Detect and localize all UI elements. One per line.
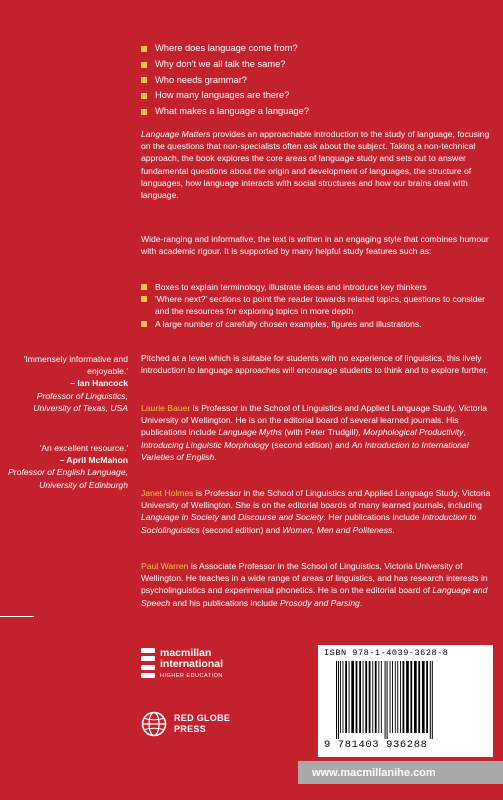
barcode-number: 9 781403 936288 bbox=[324, 739, 428, 751]
question-item: Where does language come from? bbox=[141, 41, 481, 57]
quote-text: 'Immensely informative and enjoyable.' bbox=[23, 354, 128, 377]
imprint-line1: RED GLOBE bbox=[174, 713, 231, 723]
author-name: Paul Warren bbox=[141, 561, 189, 571]
bullet-icon bbox=[141, 109, 147, 115]
bio-holmes: Janet Holmes is Professor in the School of Linguistics and Applied Language Study, Victoria University of Wellington. She is on the editorial boards of many learned journals, including Language in Society and Discourse and Society. Her publications include Introduction to Sociolinguistics (second edition) and Women, Men and Politeness. bbox=[141, 488, 491, 535]
question-item: Why don't we all talk the same? bbox=[141, 57, 481, 73]
question-item: Who needs grammar? bbox=[141, 73, 481, 89]
bullet-icon bbox=[141, 62, 147, 68]
feature-item: 'Where next?' sections to point the reader towards related topics, questions to consider and the resources for exploring topics in more depth bbox=[141, 293, 495, 317]
author-name: Laurie Bauer bbox=[141, 403, 191, 413]
quote-author: – April McMahon bbox=[59, 455, 128, 466]
bullet-icon bbox=[141, 93, 147, 99]
book-title: Language Matters bbox=[141, 129, 211, 139]
publisher-line2: international bbox=[160, 658, 224, 670]
question-item: How many languages are there? bbox=[141, 88, 481, 104]
isbn-text: ISBN 978-1-4039-3628-8 bbox=[324, 648, 449, 658]
bio-bauer: Laurie Bauer is Professor in the School of Linguistics and Applied Language Study, Victoria University of Wellington. He is on the editorial board of several learned journals. His publications include Language Myths (with Peter Trudgill), Morphological Productivity, Introducing Linguistic Morphology (second edition) and An Introduction to International Varieties of English. bbox=[141, 403, 488, 462]
imprint-logo bbox=[141, 711, 230, 737]
quote-mcmahon bbox=[0, 442, 128, 491]
feature-item: A large number of carefully chosen examples, figures and illustrations. bbox=[141, 318, 495, 330]
website-link[interactable]: www.macmillanihe.com bbox=[312, 766, 436, 779]
question-item: What makes a language a language? bbox=[141, 104, 481, 120]
barcode-panel bbox=[318, 645, 493, 757]
wide-ranging-paragraph: Wide-ranging and informative, the text is written in an engaging style that combines humour with academic rigour. It is supported by many helpful study features such as: bbox=[141, 234, 489, 257]
quote-role: Professor of English Language, University of Edinburgh bbox=[8, 467, 128, 490]
bullet-icon bbox=[141, 46, 147, 52]
publisher-line3: HIGHER EDUCATION bbox=[160, 673, 223, 679]
imprint-line2: PRESS bbox=[174, 724, 207, 734]
crop-mark bbox=[0, 616, 34, 617]
barcode-graphic bbox=[334, 661, 484, 739]
quote-role: Professor of Linguistics, University of Texas, USA bbox=[33, 390, 128, 413]
bio-warren: Paul Warren is Associate Professor in the School of Linguistics, Victoria University of Wellington. He teaches in a wide range of areas of linguistics, and has research interests in psycholinguistics and experimental phonetics. He is on the editorial board of Language and Speech and his publications include Prosody and Parsing. bbox=[141, 561, 488, 608]
bullet-icon bbox=[141, 321, 147, 327]
website-bar[interactable] bbox=[298, 761, 503, 784]
question-list bbox=[141, 41, 481, 120]
bullet-icon bbox=[141, 77, 147, 83]
quote-author: – Ian Hancock bbox=[70, 378, 128, 389]
bullet-icon bbox=[141, 296, 147, 302]
globe-icon bbox=[141, 711, 167, 737]
publisher-line1: macmillan bbox=[160, 647, 212, 659]
macmillan-icon bbox=[141, 648, 155, 678]
author-name: Janet Holmes bbox=[141, 488, 194, 498]
bullet-icon bbox=[141, 284, 147, 290]
feature-list bbox=[141, 281, 495, 330]
pitched-paragraph: Pitched at a level which is suitable for students with no experience of linguistics, this lively introduction to language approaches will encourage students to think and to explore further. bbox=[141, 353, 489, 376]
feature-item: Boxes to explain terminology, illustrate ideas and introduce key thinkers bbox=[141, 281, 495, 293]
quote-text: 'An excellent resource.' bbox=[39, 443, 128, 453]
quote-hancock bbox=[0, 353, 128, 414]
publisher-logo bbox=[141, 648, 223, 682]
intro-paragraph: Language Matters provides an approachable introduction to the study of language, focusing on the questions that non-specialists often ask about the subject. Taking a non-technical approach, the book explores the core areas of language study and sets out to answer fundamental questions about the origin and development of languages, the structure of languages, how language interacts with social structures and how our brains deal with language. bbox=[141, 129, 490, 201]
